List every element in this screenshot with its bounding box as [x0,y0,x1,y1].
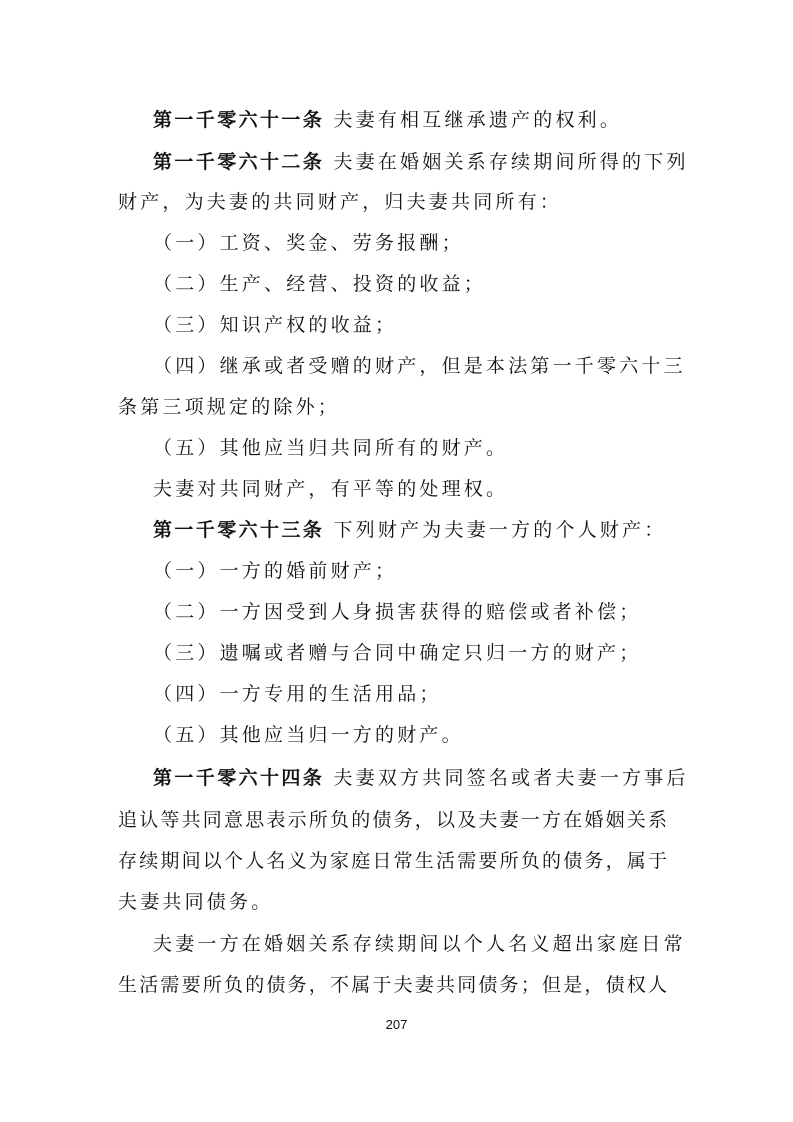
paragraph-line: 存续期间以个人名义为家庭日常生活需要所负的债务，属于 [118,850,670,872]
page-number: 207 [385,1017,408,1032]
list-item: （五）其他应当归共同所有的财产。 [153,437,509,459]
article-1064-line: 第一千零六十四条 夫妻双方共同签名或者夫妻一方事后 [153,767,689,789]
list-item: （二）一方因受到人身损害获得的赔偿或者补偿； [153,601,642,623]
paragraph-line: 生活需要所负的债务，不属于夫妻共同债务；但是，债权人 [118,974,670,996]
article-1062-cont: 财产，为夫妻的共同财产，归夫妻共同所有： [118,191,563,213]
list-item-cont: 条第三项规定的除外； [118,396,341,418]
paragraph-line: 夫妻一方在婚姻关系存续期间以个人名义超出家庭日常 [153,933,686,955]
list-item: （一）一方的婚前财产； [153,560,398,582]
list-item: （四）一方专用的生活用品； [153,683,442,705]
paragraph-line: 夫妻对共同财产，有平等的处理权。 [153,478,509,500]
list-item: （五）其他应当归一方的财产。 [153,724,464,746]
list-item: （一）工资、奖金、劳务报酬； [153,232,464,254]
paragraph-line: 追认等共同意思表示所负的债务，以及夫妻一方在婚姻关系 [118,809,670,831]
article-number: 第一千零六十三条 [153,519,325,541]
article-1061-line: 第一千零六十一条 夫妻有相互继承遗产的权利。 [153,109,623,131]
paragraph-line: 夫妻共同债务。 [118,891,274,913]
article-1063-line: 第一千零六十三条 下列财产为夫妻一方的个人财产： [153,519,667,541]
list-item: （三）遗嘱或者赠与合同中确定只归一方的财产； [153,642,642,664]
article-number: 第一千零六十一条 [153,109,325,131]
article-number: 第一千零六十二条 [153,151,325,173]
list-item: （三）知识产权的收益； [153,314,398,336]
article-number: 第一千零六十四条 [153,767,325,789]
list-item: （四）继承或者受赠的财产，但是本法第一千零六十三 [153,355,686,377]
list-item: （二）生产、经营、投资的收益； [153,273,487,295]
article-1062-line: 第一千零六十二条 夫妻在婚姻关系存续期间所得的下列 [153,151,689,173]
